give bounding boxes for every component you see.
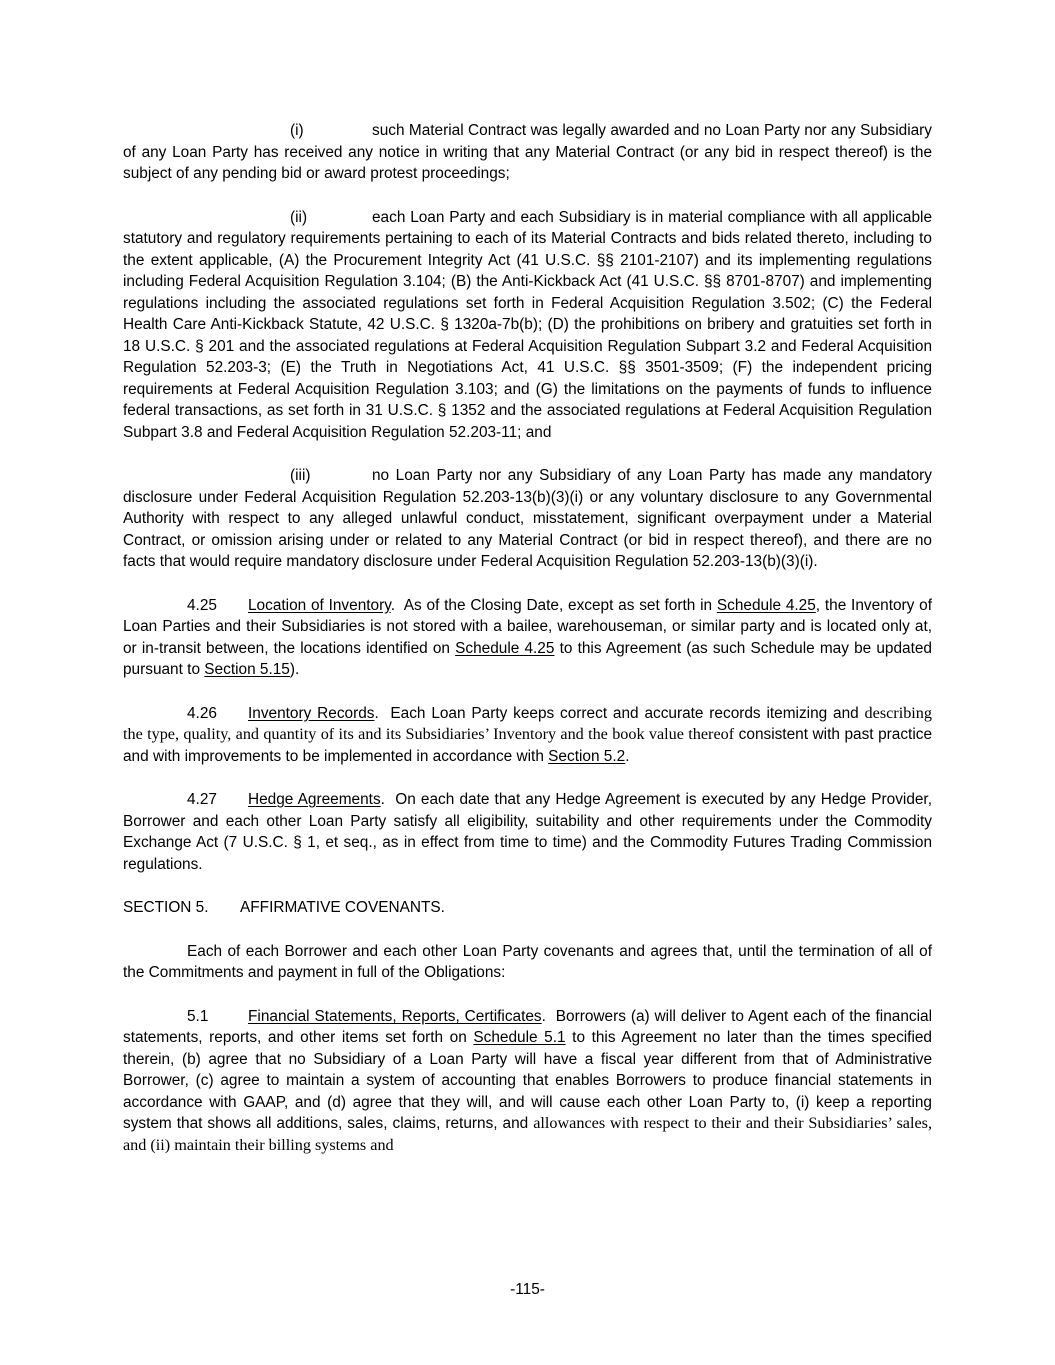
clause-iii-text: no Loan Party nor any Subsidiary of any Loan Party has made any mandatory disclosure under Federal Acquisition Regulation 52.203-13(b)(3)(i) or any voluntary disclosure to any Governmental Authority with respect to any alleged unlawful conduct, misstatement, significant overpayment under a Material Contract, or omission arising under or related to any Material Contract (or bid in respect thereof), and there are no facts that would require mandatory disclosure under Federal Acquisition Regulation 52.203-13(b)(3)(i). [123,467,932,570]
section-4-27-number: 4.27 [187,791,217,808]
section-4-27 [123,789,932,875]
section-5-1-text-1: . Borrowers (a) will deliver to Agent each of the financial statements, reports, and other items set forth on [123,1007,933,1046]
section-4-26-text-3: . [625,747,630,765]
clause-ii-text: each Loan Party and each Subsidiary is in material compliance with all applicable statutory and regulatory requirements pertaining to each of its Material Contracts and bids related thereto, including to the extent applicable, (A) the Procurement Integrity Act (41 U.S.C. §§ 2101-2107) and its implementing regulations including Federal Acquisition Regulation 3.104; (B) the Anti-Kickback Act (41 U.S.C. §§ 8701-8707) and implementing regulations including the associated regulations set forth in Federal Acquisition Regulation 3.502; (C) the Federal Health Care Anti-Kickback Statute, 42 U.S.C. § 1320a-7b(b); (D) the prohibitions on bribery and gratuities set forth in 18 U.S.C. § 201 and the associated regulations at Federal Acquisition Regulation Subpart 3.2 and Federal Acquisition Regulation 52.203-3; (E) the Truth in Negotiations Act, 41 U.S.C. §§ 3501-3509; (F) the independent pricing requirements at Federal Acquisition Regulation 3.103; and (G) the limitations on the payments of funds to influence federal transactions, as set forth in 31 U.S.C. § 1352 and the associated regulations at Federal Acquisition Regulation Subpart 3.8 and Federal Acquisition Regulation 52.203-11; and [123,208,932,441]
clause-i [123,120,932,185]
clause-i-marker: (i) [290,122,304,139]
section-5-1-heading: Financial Statements, Reports, Certificates [248,1007,542,1025]
section-5-intro: Each of each Borrower and each other Loan Party covenants and agrees that, until the termination of all of the Commitments and payment in full of the Obligations: [123,942,932,981]
page-number: -115- [510,1281,545,1298]
section-4-25-number: 4.25 [187,596,217,614]
section-5-title: AFFIRMATIVE COVENANTS. [240,899,445,916]
clause-ii [123,207,932,444]
section-4-26-text-1: . Each Loan Party keeps correct and accurate records itemizing and [374,704,865,722]
document-body [123,120,932,1156]
clause-iii [123,465,932,573]
xref-schedule-4-25-a: Schedule 4.25 [716,596,816,614]
section-4-26-heading: Inventory Records [248,704,375,722]
section-4-26-text-serif: describing the type, quality, and quantity of its and its Subsidiaries’ Inventory and the book value thereof [123,703,932,743]
xref-section-5-15: Section 5.15 [204,661,290,678]
section-5-heading [123,897,932,919]
section-5-label: SECTION 5. [123,899,209,916]
section-4-25-text-4: ). [289,661,300,678]
clause-ii-marker: (ii) [290,208,308,226]
clause-i-text: such Material Contract was legally awarded and no Loan Party nor any Subsidiary of any Loan Party has received any notice in writing that any Material Contract (or any bid in respect thereof) is the subject of any pending bid or award protest proceedings; [123,122,932,182]
section-4-27-heading: Hedge Agreements [248,791,381,808]
section-5-1-text-serif: allowances with respect to their and their Subsidiaries’ sales, and (ii) maintain their billing systems and [123,1114,932,1154]
xref-schedule-4-25-b: Schedule 4.25 [455,639,555,657]
section-5-1-text-2: to this Agreement no later than the times specified therein, (b) agree that no Subsidiary of a Loan Party will have a fiscal year different from that of Administrative Borrower, (c) agree to maintain a system of accounting that enables Borrowers to produce financial statements in accordance with GAAP, and (d) agree that they will, and will cause each other Loan Party to, (i) keep a reporting system that shows all additions, sales, claims, returns, and [123,1029,932,1132]
section-4-26-text-2: consistent with past practice and with improvements to be implemented in accordance with [123,726,933,765]
xref-section-5-2: Section 5.2 [548,747,626,765]
section-4-27-text-1: . On each date that any Hedge Agreement is executed by any Hedge Provider, Borrower and each other Loan Party satisfy all eligibility, suitability and other requirements under the Commodity Exchange Act (7 U.S.C. § 1, et seq., as in effect from time to time) and the Commodity Futures Trading Commission regulations. [123,791,932,873]
section-4-25-text-2: , the Inventory of Loan Parties and their Subsidiaries is not stored with a bailee, warehouseman, or similar party and is located only at, or in-transit between, the locations identified on [123,596,932,657]
section-4-26-number: 4.26 [187,704,217,722]
section-5-1 [123,1006,932,1157]
xref-schedule-5-1: Schedule 5.1 [473,1029,566,1046]
section-4-25 [123,595,932,681]
section-4-26 [123,703,932,768]
section-4-25-text-3: to this Agreement (as such Schedule may be updated pursuant to [123,639,932,678]
section-4-25-text-1: . As of the Closing Date, except as set forth in [390,596,717,614]
section-5-1-number: 5.1 [187,1007,209,1025]
section-4-25-heading: Location of Inventory [248,596,391,614]
clause-iii-marker: (iii) [290,467,311,484]
